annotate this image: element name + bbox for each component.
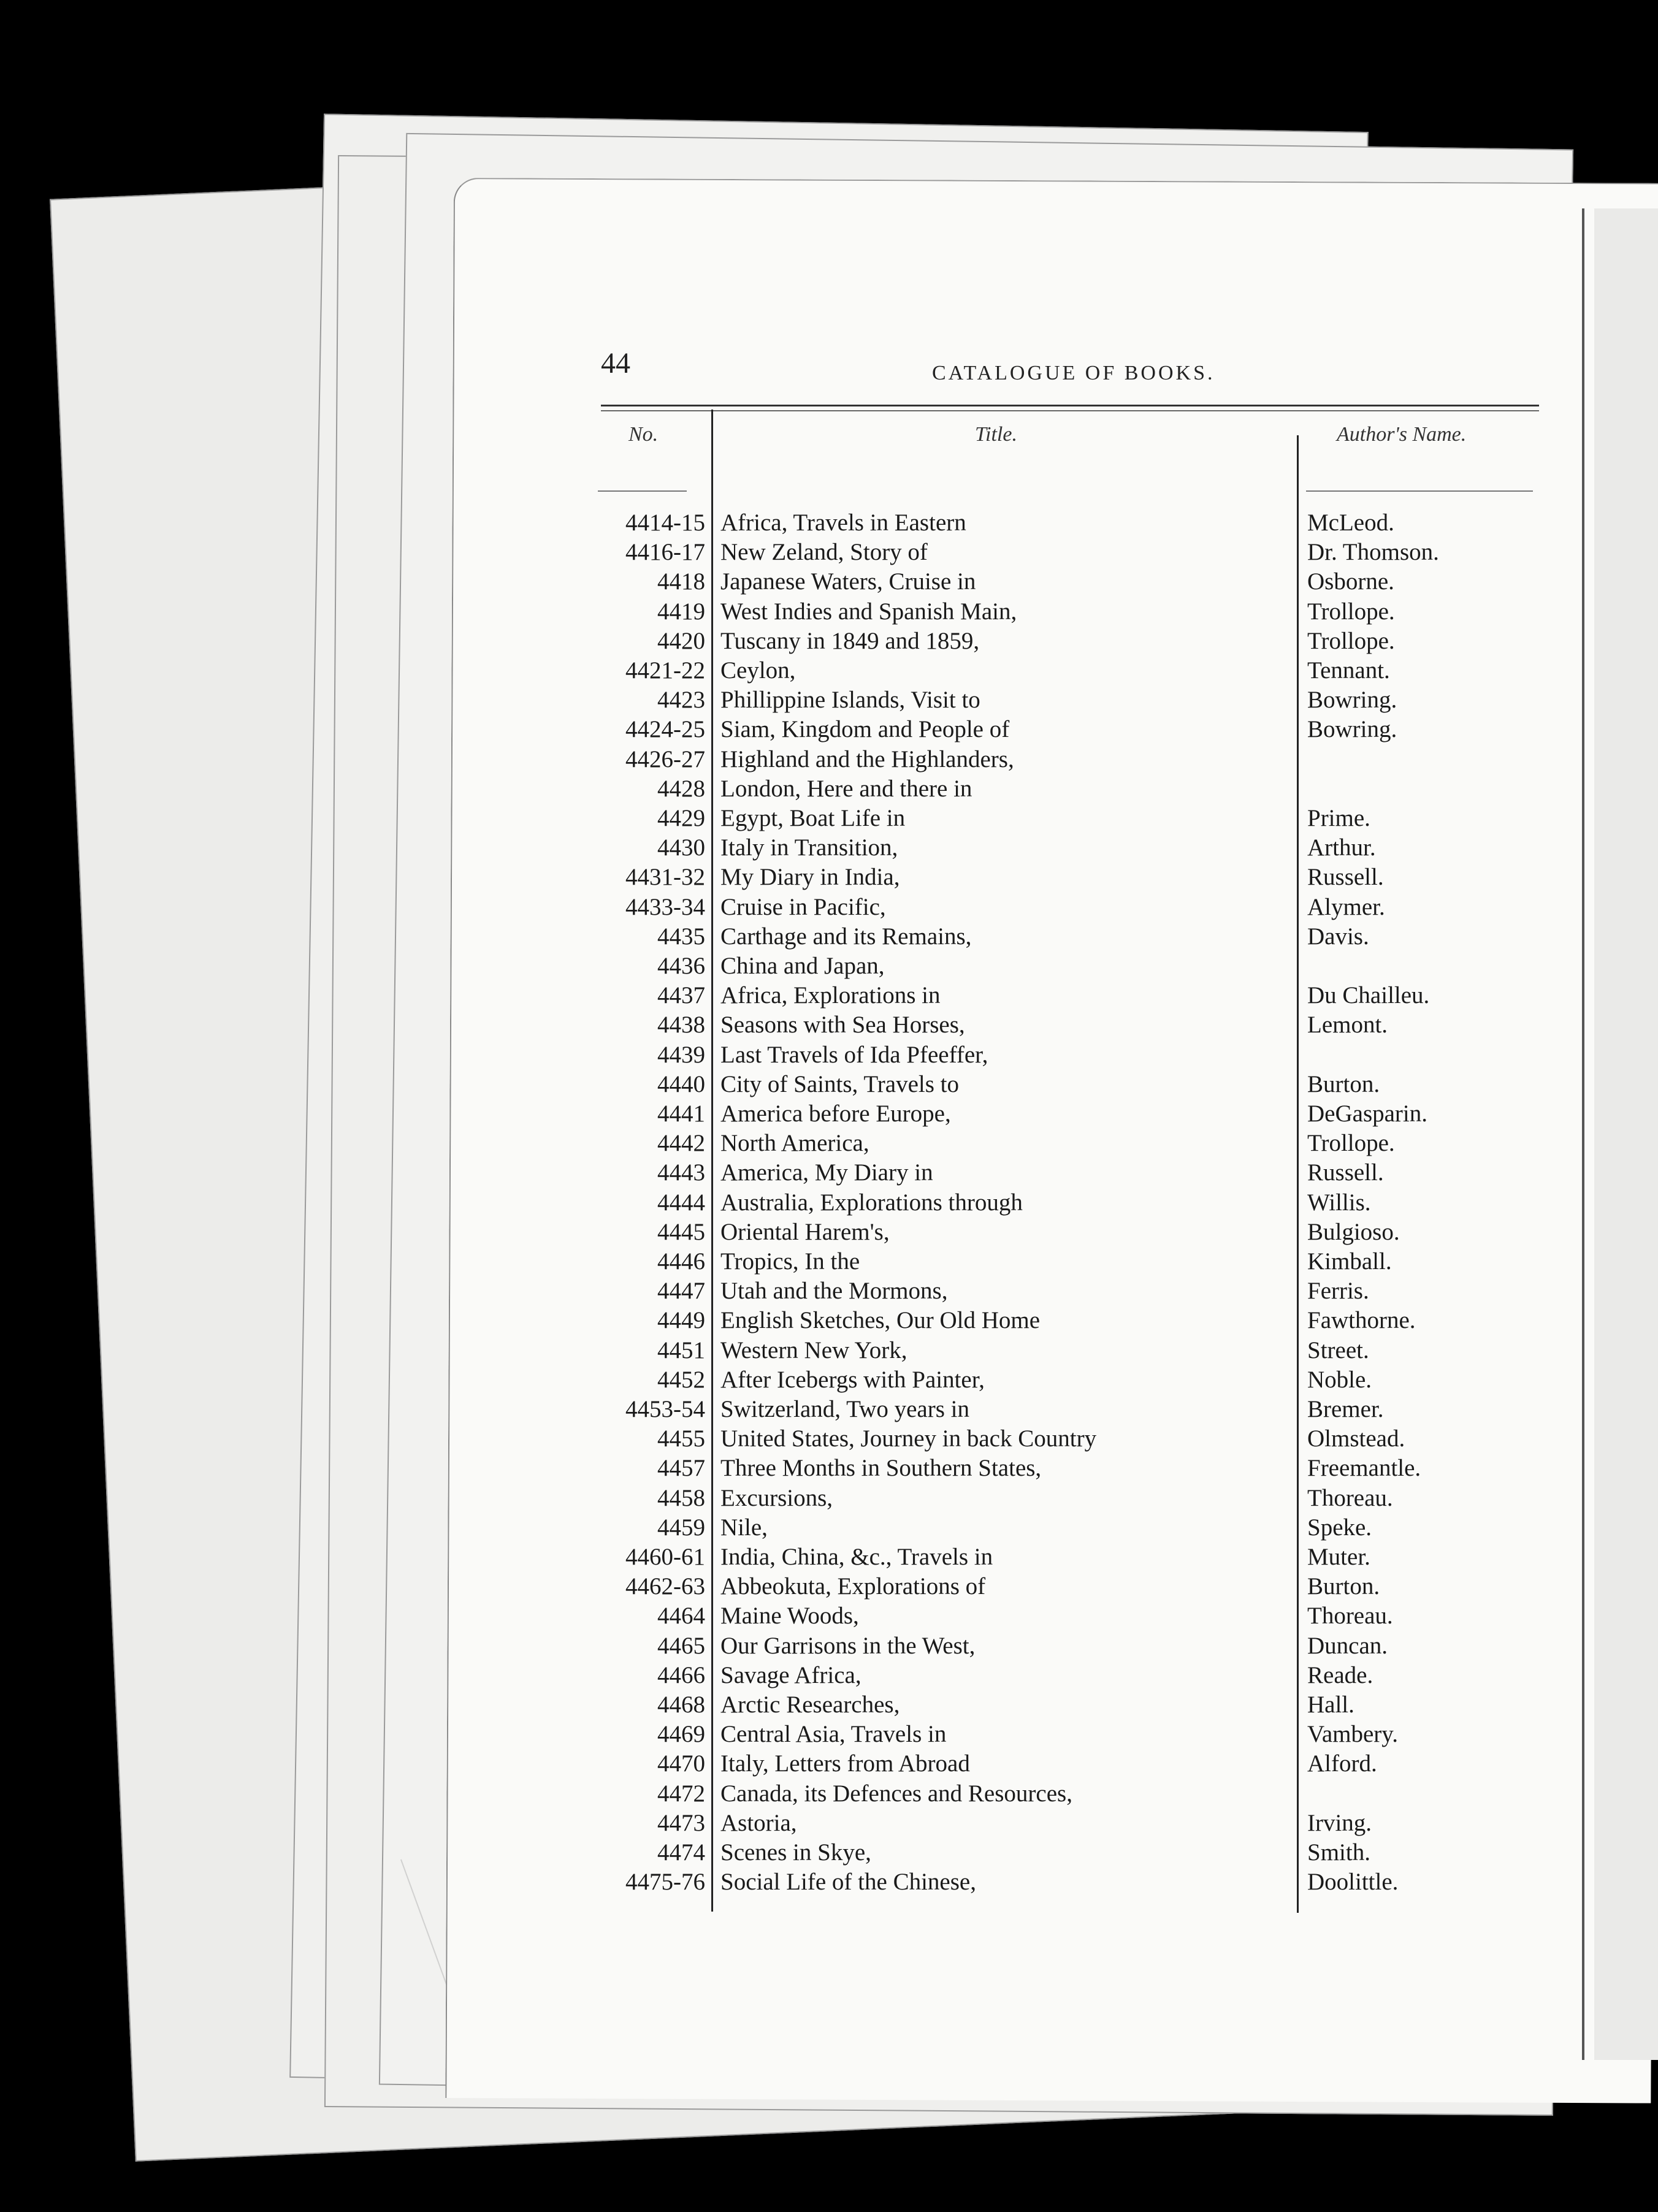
entry-author: Bowring. — [1307, 687, 1397, 714]
entry-author: Tennant. — [1307, 657, 1390, 684]
entry-number: 4464 — [657, 1603, 705, 1630]
entry-number: 4418 — [657, 568, 705, 595]
page-title: CATALOGUE OF BOOKS. — [932, 362, 1215, 384]
catalogue-entry-row — [0, 1602, 1658, 1631]
catalogue-entry-row — [0, 1277, 1658, 1306]
catalogue-entry-row — [0, 1159, 1658, 1188]
catalogue-entry-row — [0, 627, 1658, 657]
entry-author: Burton. — [1307, 1070, 1380, 1097]
entry-author: Russell. — [1307, 1159, 1384, 1186]
entry-title: Africa, Travels in Eastern — [720, 509, 966, 536]
entry-author: Reade. — [1307, 1661, 1373, 1688]
entry-author: Alymer. — [1307, 893, 1385, 920]
catalogue-entry-row — [0, 1100, 1658, 1129]
entry-number: 4457 — [657, 1455, 705, 1482]
entry-title: English Sketches, Our Old Home — [720, 1307, 1041, 1334]
entry-title: Phillippine Islands, Visit to — [720, 687, 980, 714]
column-header-no: No. — [628, 423, 659, 446]
entry-author: Trollope. — [1307, 598, 1395, 625]
entry-number: 4453-54 — [625, 1396, 705, 1422]
entry-number: 4466 — [657, 1661, 705, 1688]
entry-author: Willis. — [1307, 1189, 1371, 1216]
catalogue-entry-row — [0, 1425, 1658, 1454]
catalogue-entry-row — [0, 1337, 1658, 1366]
entry-title: Siam, Kingdom and People of — [720, 716, 1010, 743]
entry-title: United States, Journey in back Country — [720, 1425, 1097, 1452]
entry-title: Social Life of the Chinese, — [720, 1869, 976, 1896]
entry-title: Abbeokuta, Explorations of — [720, 1573, 986, 1600]
catalogue-entry-row — [0, 952, 1658, 982]
catalogue-entry-row — [0, 1366, 1658, 1395]
entry-number: 4452 — [657, 1366, 705, 1393]
catalogue-entry-row — [0, 1868, 1658, 1897]
entry-author: Hall. — [1307, 1691, 1354, 1718]
entry-title: Egypt, Boat Life in — [720, 805, 906, 831]
entry-author: Prime. — [1307, 805, 1370, 831]
catalogue-entry-row — [0, 1484, 1658, 1514]
entry-title: Excursions, — [720, 1484, 833, 1511]
entry-title: Tuscany in 1849 and 1859, — [720, 627, 980, 654]
catalogue-entry-row — [0, 1129, 1658, 1159]
catalogue-entry-row — [0, 509, 1658, 538]
entry-author: Trollope. — [1307, 627, 1395, 654]
catalogue-entry-row — [0, 686, 1658, 715]
entry-number: 4449 — [657, 1307, 705, 1334]
entry-number: 4439 — [657, 1041, 705, 1068]
entry-number: 4460-61 — [625, 1544, 705, 1570]
entry-title: Central Asia, Travels in — [720, 1721, 947, 1748]
entry-title: North America, — [720, 1130, 869, 1157]
entry-number: 4430 — [657, 834, 705, 861]
entry-author: Osborne. — [1307, 568, 1394, 595]
entry-title: China and Japan, — [720, 953, 885, 979]
entry-title: My Diary in India, — [720, 864, 900, 891]
entry-title: Japanese Waters, Cruise in — [720, 568, 976, 595]
catalogue-entry-row — [0, 863, 1658, 893]
entry-title: America, My Diary in — [720, 1159, 933, 1186]
entry-author: Ferris. — [1307, 1278, 1369, 1305]
catalogue-entry-row — [0, 568, 1658, 597]
entry-number: 4458 — [657, 1484, 705, 1511]
entry-author: Davis. — [1307, 923, 1369, 950]
catalogue-entry-row — [0, 1011, 1658, 1040]
entry-author: Thoreau. — [1307, 1484, 1393, 1511]
entry-number: 4469 — [657, 1721, 705, 1748]
catalogue-entry-row — [0, 1661, 1658, 1691]
entry-author: Noble. — [1307, 1366, 1372, 1393]
catalogue-entry-row — [0, 923, 1658, 952]
catalogue-entry-row — [0, 1780, 1658, 1809]
entry-title: Our Garrisons in the West, — [720, 1632, 976, 1659]
entry-author: Smith. — [1307, 1839, 1370, 1866]
catalogue-entry-row — [0, 1691, 1658, 1720]
entry-author: Vambery. — [1307, 1721, 1399, 1748]
entry-title: New Zeland, Story of — [720, 539, 928, 566]
catalogue-entry-row — [0, 1041, 1658, 1070]
entry-title: Astoria, — [720, 1809, 797, 1836]
catalogue-entry-row — [0, 1514, 1658, 1543]
entry-author: Duncan. — [1307, 1632, 1388, 1659]
entry-title: Cruise in Pacific, — [720, 893, 886, 920]
entry-number: 4428 — [657, 775, 705, 802]
entry-author: Kimball. — [1307, 1248, 1392, 1275]
entry-number: 4446 — [657, 1248, 705, 1275]
entry-number: 4436 — [657, 953, 705, 979]
entry-author: Street. — [1307, 1337, 1369, 1363]
entry-title: Three Months in Southern States, — [720, 1455, 1042, 1482]
entry-title: Nile, — [720, 1514, 768, 1541]
entry-number: 4423 — [657, 687, 705, 714]
entry-number: 4441 — [657, 1100, 705, 1127]
entry-title: City of Saints, Travels to — [720, 1070, 959, 1097]
catalogue-entry-row — [0, 1070, 1658, 1100]
entry-author: Bremer. — [1307, 1396, 1384, 1422]
column-header-underline — [1306, 490, 1533, 492]
entry-title: Maine Woods, — [720, 1603, 859, 1630]
entry-author: Fawthorne. — [1307, 1307, 1416, 1334]
entry-number: 4451 — [657, 1337, 705, 1363]
catalogue-entry-row — [0, 1189, 1658, 1218]
entry-title: Last Travels of Ida Pfeeffer, — [720, 1041, 988, 1068]
catalogue-entry-row — [0, 1720, 1658, 1750]
entry-title: Oriental Harem's, — [720, 1218, 890, 1245]
entry-title: Carthage and its Remains, — [720, 923, 972, 950]
catalogue-entry-row — [0, 715, 1658, 745]
entry-number: 4470 — [657, 1750, 705, 1777]
catalogue-entry-row — [0, 538, 1658, 568]
entry-title: Savage Africa, — [720, 1661, 861, 1688]
entry-title: Tropics, In the — [720, 1248, 860, 1275]
entry-number: 4429 — [657, 805, 705, 831]
entry-author: Du Chailleu. — [1307, 982, 1430, 1009]
catalogue-entry-row — [0, 834, 1658, 863]
entry-number: 4435 — [657, 923, 705, 950]
entry-number: 4473 — [657, 1809, 705, 1836]
entry-number: 4416-17 — [625, 539, 705, 566]
catalogue-entry-row — [0, 598, 1658, 627]
entry-number: 4442 — [657, 1130, 705, 1157]
entry-number: 4440 — [657, 1070, 705, 1097]
entry-author: Arthur. — [1307, 834, 1376, 861]
entry-number: 4424-25 — [625, 716, 705, 743]
catalogue-entry-row — [0, 1573, 1658, 1602]
entry-title: After Icebergs with Painter, — [720, 1366, 985, 1393]
entry-title: Highland and the Highlanders, — [720, 746, 1014, 772]
entry-title: Australia, Explorations through — [720, 1189, 1023, 1216]
entry-title: Seasons with Sea Horses, — [720, 1012, 965, 1039]
entry-number: 4474 — [657, 1839, 705, 1866]
entry-number: 4438 — [657, 1012, 705, 1039]
entry-number: 4414-15 — [625, 509, 705, 536]
entry-author: Trollope. — [1307, 1130, 1395, 1157]
entry-title: Scenes in Skye, — [720, 1839, 871, 1866]
catalogue-entry-row — [0, 1632, 1658, 1661]
entry-title: Arctic Researches, — [720, 1691, 900, 1718]
entry-author: Speke. — [1307, 1514, 1372, 1541]
entry-number: 4443 — [657, 1159, 705, 1186]
entry-author: Doolittle. — [1307, 1869, 1399, 1896]
entry-author: Bowring. — [1307, 716, 1397, 743]
column-header-title: Title. — [975, 423, 1017, 446]
catalogue-entry-row — [0, 1218, 1658, 1248]
entry-number: 4459 — [657, 1514, 705, 1541]
catalogue-entry-row — [0, 1839, 1658, 1868]
entry-author: Lemont. — [1307, 1012, 1388, 1039]
entry-title: Africa, Explorations in — [720, 982, 941, 1009]
entry-author: Burton. — [1307, 1573, 1380, 1600]
entry-author: Olmstead. — [1307, 1425, 1405, 1452]
entry-title: Canada, its Defences and Resources, — [720, 1780, 1072, 1807]
entry-author: DeGasparin. — [1307, 1100, 1428, 1127]
entry-title: Italy in Transition, — [720, 834, 898, 861]
entry-author: Dr. Thomson. — [1307, 539, 1439, 566]
entry-number: 4431-32 — [625, 864, 705, 891]
entry-number: 4420 — [657, 627, 705, 654]
entry-author: Irving. — [1307, 1809, 1372, 1836]
entry-number: 4455 — [657, 1425, 705, 1452]
entry-title: India, China, &c., Travels in — [720, 1544, 993, 1570]
entry-number: 4419 — [657, 598, 705, 625]
entry-author: McLeod. — [1307, 509, 1394, 536]
entry-author: Muter. — [1307, 1544, 1370, 1570]
entry-title: Ceylon, — [720, 657, 796, 684]
catalogue-entry-row — [0, 1248, 1658, 1277]
entry-number: 4445 — [657, 1218, 705, 1245]
catalogue-entry-row — [0, 657, 1658, 686]
entry-number: 4421-22 — [625, 657, 705, 684]
catalogue-entry-row — [0, 982, 1658, 1011]
column-header-underline — [598, 490, 687, 492]
entry-title: America before Europe, — [720, 1100, 951, 1127]
entry-title: Utah and the Mormons, — [720, 1278, 948, 1305]
entry-title: Switzerland, Two years in — [720, 1396, 969, 1422]
catalogue-entry-row — [0, 1306, 1658, 1336]
catalogue-entry-row — [0, 1543, 1658, 1573]
column-header-author: Author's Name. — [1337, 423, 1467, 446]
catalogue-entry-row — [0, 1395, 1658, 1425]
entry-author: Bulgioso. — [1307, 1218, 1400, 1245]
catalogue-entry-row — [0, 1454, 1658, 1484]
catalogue-entry-row — [0, 804, 1658, 834]
entry-number: 4462-63 — [625, 1573, 705, 1600]
catalogue-entry-row — [0, 1750, 1658, 1779]
entry-author: Freemantle. — [1307, 1455, 1421, 1482]
entry-author: Russell. — [1307, 864, 1384, 891]
entry-number: 4437 — [657, 982, 705, 1009]
entry-title: London, Here and there in — [720, 775, 972, 802]
entry-title: Western New York, — [720, 1337, 907, 1363]
entry-title: West Indies and Spanish Main, — [720, 598, 1017, 625]
catalogue-entry-row — [0, 893, 1658, 923]
entry-author: Alford. — [1307, 1750, 1377, 1777]
entry-number: 4444 — [657, 1189, 705, 1216]
entry-number: 4472 — [657, 1780, 705, 1807]
entry-title: Italy, Letters from Abroad — [720, 1750, 970, 1777]
entry-number: 4468 — [657, 1691, 705, 1718]
catalogue-entry-row — [0, 775, 1658, 804]
page-number: 44 — [601, 347, 630, 379]
entry-author: Thoreau. — [1307, 1603, 1393, 1630]
header-rule — [601, 405, 1539, 411]
entry-number: 4433-34 — [625, 893, 705, 920]
entry-number: 4465 — [657, 1632, 705, 1659]
entry-number: 4475-76 — [625, 1869, 705, 1896]
catalogue-entry-row — [0, 1809, 1658, 1839]
catalogue-entry-row — [0, 746, 1658, 775]
entry-number: 4426-27 — [625, 746, 705, 772]
entry-number: 4447 — [657, 1278, 705, 1305]
